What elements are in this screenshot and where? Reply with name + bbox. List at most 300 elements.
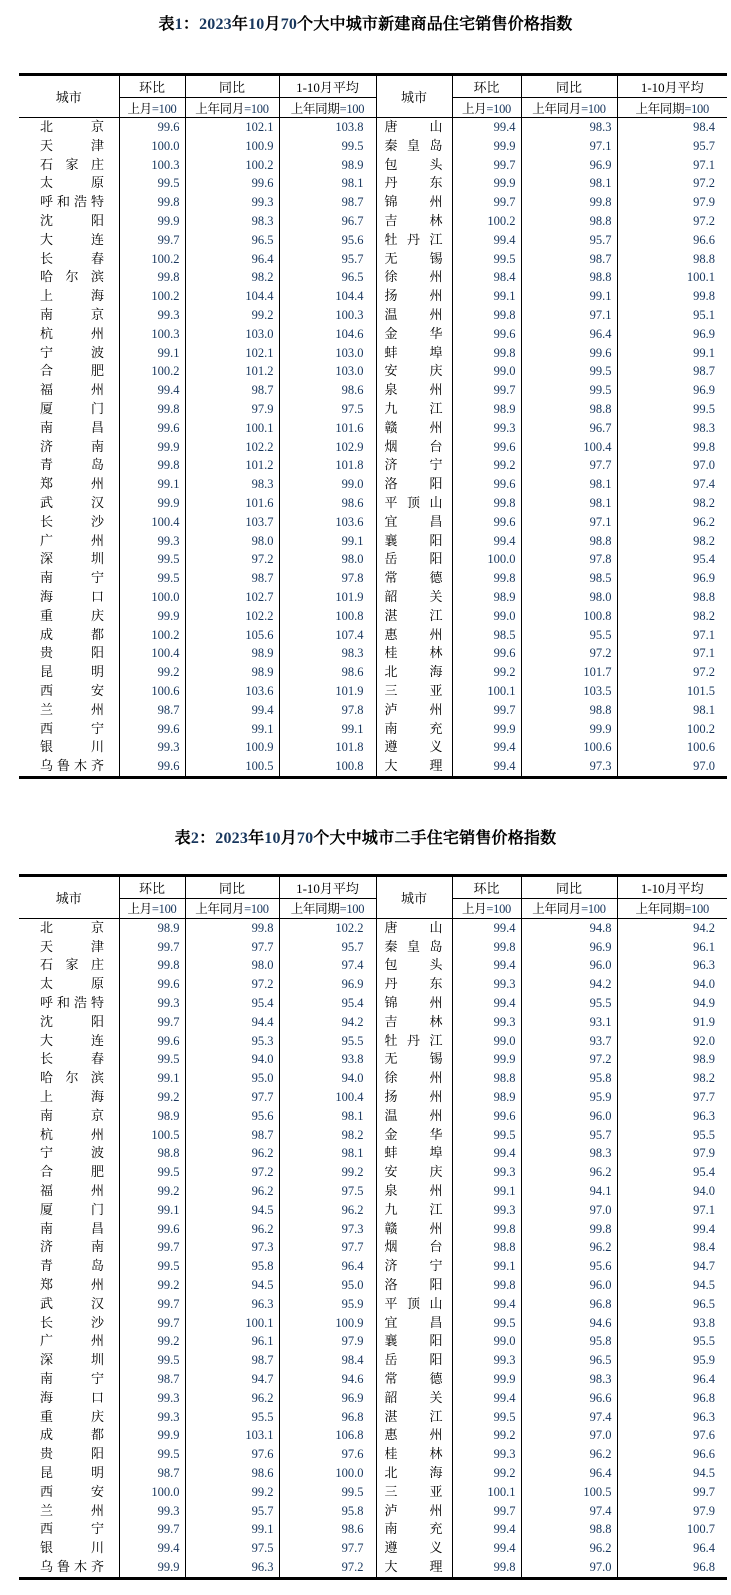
yoy-value: 96.2 <box>521 1445 617 1464</box>
table-row <box>19 1558 727 1578</box>
avg-value: 96.8 <box>617 1389 727 1408</box>
mom-value: 99.8 <box>452 569 521 588</box>
mom-value: 100.2 <box>119 287 185 306</box>
avg-value: 98.6 <box>279 494 376 513</box>
yoy-value: 94.8 <box>521 918 617 937</box>
city-name: 秦皇岛 <box>376 137 452 156</box>
yoy-value: 99.8 <box>185 918 279 937</box>
city-name: 徐州 <box>376 268 452 287</box>
city-name: 北海 <box>376 663 452 682</box>
mom-value: 99.6 <box>452 513 521 532</box>
city-name: 济南 <box>40 1239 104 1255</box>
yoy-value: 101.2 <box>185 456 279 475</box>
mom-value: 99.7 <box>119 1314 185 1333</box>
avg-value: 98.0 <box>279 550 376 569</box>
table1-header <box>19 75 727 118</box>
avg-value: 98.6 <box>279 1520 376 1539</box>
yoy-value: 101.6 <box>185 494 279 513</box>
mom-value: 99.6 <box>452 438 521 457</box>
yoy-value: 97.0 <box>521 1201 617 1220</box>
mom-value: 99.4 <box>452 956 521 975</box>
city-name: 宁波 <box>40 344 104 360</box>
yoy-value: 95.8 <box>185 1257 279 1276</box>
city-name: 武汉 <box>40 494 104 510</box>
avg-value: 95.1 <box>617 306 727 325</box>
mom-value: 100.4 <box>119 513 185 532</box>
yoy-value: 98.6 <box>185 1464 279 1483</box>
avg-value: 101.9 <box>279 682 376 701</box>
avg-value: 95.7 <box>617 137 727 156</box>
mom-value: 99.8 <box>452 938 521 957</box>
yoy-value: 96.5 <box>521 1351 617 1370</box>
avg-value: 96.9 <box>617 325 727 344</box>
mom-value: 100.2 <box>119 626 185 645</box>
table-row <box>19 1539 727 1558</box>
city-name: 石家庄 <box>40 957 104 973</box>
avg-value: 95.4 <box>617 1163 727 1182</box>
mom-value: 99.6 <box>452 644 521 663</box>
avg-value: 94.0 <box>617 975 727 994</box>
avg-value: 97.9 <box>617 193 727 212</box>
mom-value: 99.3 <box>452 975 521 994</box>
city-name: 北京 <box>40 919 104 935</box>
table-row <box>19 456 727 475</box>
mom-value: 99.9 <box>119 607 185 626</box>
city-name: 南宁 <box>40 1371 104 1387</box>
avg-value: 97.2 <box>279 1558 376 1578</box>
avg-value: 99.5 <box>617 400 727 419</box>
city-name: 北京 <box>40 119 104 134</box>
yoy-value: 95.5 <box>185 1408 279 1427</box>
mom-value: 100.2 <box>452 212 521 231</box>
mom-value: 99.7 <box>119 1238 185 1257</box>
avg-value: 96.2 <box>279 1201 376 1220</box>
yoy-value: 98.1 <box>521 174 617 193</box>
number-text: =100 <box>244 101 269 116</box>
mom-value: 99.6 <box>119 118 185 137</box>
table-row <box>19 550 727 569</box>
avg-value: 97.1 <box>617 156 727 175</box>
mom-value: 100.0 <box>119 588 185 607</box>
table-row <box>19 1182 727 1201</box>
yoy-value: 99.2 <box>185 306 279 325</box>
number-text: 1 <box>174 16 183 33</box>
mom-value: 100.1 <box>452 682 521 701</box>
table-row <box>19 720 727 739</box>
mom-value: 99.2 <box>452 663 521 682</box>
avg-value: 99.1 <box>617 344 727 363</box>
avg-value: 96.8 <box>279 1408 376 1427</box>
avg-base-subheader: 上年同期=100 <box>617 98 727 118</box>
city-name: 烟台 <box>376 438 452 457</box>
table1-title: 表1：2023年10月70个大中城市新建商品住宅销售价格指数 <box>158 16 573 33</box>
mom-value: 99.5 <box>119 550 185 569</box>
table-row <box>19 137 727 156</box>
table-row <box>19 975 727 994</box>
avg-value: 100.9 <box>279 1314 376 1333</box>
mom-value: 99.4 <box>452 231 521 250</box>
avg-base-subheader: 上年同期=100 <box>617 898 727 918</box>
number-text: =100 <box>486 101 511 116</box>
number-text: 2023 <box>199 16 232 33</box>
number-text: 10 <box>248 16 265 33</box>
yoy-value: 102.2 <box>185 607 279 626</box>
avg-value: 97.9 <box>279 1332 376 1351</box>
city-name: 西安 <box>40 682 104 698</box>
avg-value: 94.7 <box>617 1257 727 1276</box>
table-row <box>19 1220 727 1239</box>
city-name: 贵阳 <box>40 645 104 661</box>
avg-value: 101.9 <box>279 588 376 607</box>
table-row <box>19 1351 727 1370</box>
table-row <box>19 569 727 588</box>
mom-value: 99.3 <box>119 532 185 551</box>
yoy-value: 101.2 <box>185 362 279 381</box>
city-name: 南昌 <box>40 1220 104 1236</box>
avg-value: 94.9 <box>617 994 727 1013</box>
mom-value: 100.0 <box>119 1483 185 1502</box>
city-name: 昆明 <box>40 664 104 680</box>
yoy-value: 99.1 <box>521 287 617 306</box>
yoy-value: 94.2 <box>521 975 617 994</box>
yoy-value: 95.7 <box>521 1126 617 1145</box>
avg-value: 97.7 <box>279 1238 376 1257</box>
yoy-value: 98.7 <box>185 569 279 588</box>
mom-value: 99.4 <box>452 1295 521 1314</box>
city-name: 杭州 <box>40 1126 104 1142</box>
avg-value: 98.2 <box>279 1126 376 1145</box>
yoy-value: 100.5 <box>521 1483 617 1502</box>
yoy-value: 96.2 <box>185 1144 279 1163</box>
yoy-value: 102.1 <box>185 344 279 363</box>
table-row <box>19 1520 727 1539</box>
city-name: 大连 <box>40 231 104 247</box>
city-name: 成都 <box>40 1427 104 1443</box>
city-name: 宜昌 <box>376 513 452 532</box>
avg-value: 97.2 <box>617 174 727 193</box>
city-name: 南京 <box>40 306 104 322</box>
yoy-value: 98.8 <box>521 400 617 419</box>
city-name: 合肥 <box>40 1164 104 1180</box>
yoy-value: 97.2 <box>521 644 617 663</box>
city-name: 岳阳 <box>376 550 452 569</box>
table2-header <box>19 875 727 918</box>
yoy-value: 95.8 <box>521 1332 617 1351</box>
yoy-value: 97.5 <box>185 1539 279 1558</box>
avg-value: 97.1 <box>617 1201 727 1220</box>
mom-value: 98.8 <box>452 1238 521 1257</box>
yoy-column-header: 同比 <box>521 875 617 898</box>
avg-value: 97.6 <box>617 1426 727 1445</box>
mom-value: 99.7 <box>452 193 521 212</box>
yoy-value: 98.2 <box>185 268 279 287</box>
city-name: 平顶山 <box>376 494 452 513</box>
avg-value: 95.4 <box>279 994 376 1013</box>
avg-value: 103.0 <box>279 344 376 363</box>
table-row <box>19 956 727 975</box>
yoy-value: 96.9 <box>521 156 617 175</box>
mom-value: 100.0 <box>119 137 185 156</box>
avg-value: 99.2 <box>279 1163 376 1182</box>
city-name: 泉州 <box>376 1182 452 1201</box>
avg-value: 98.1 <box>617 701 727 720</box>
mom-value: 99.4 <box>452 1144 521 1163</box>
number-text: =100 <box>684 902 709 917</box>
table-row <box>19 362 727 381</box>
city-name: 唐山 <box>376 918 452 937</box>
table-row <box>19 494 727 513</box>
mom-value: 100.2 <box>119 250 185 269</box>
city-name: 赣州 <box>376 1220 452 1239</box>
avg-column-header: 1-10月平均 <box>617 875 727 898</box>
yoy-value: 98.0 <box>185 956 279 975</box>
city-name: 郑州 <box>40 476 104 492</box>
city-name: 锦州 <box>376 994 452 1013</box>
yoy-value: 98.3 <box>521 1144 617 1163</box>
city-name: 秦皇岛 <box>376 938 452 957</box>
avg-value: 98.3 <box>617 419 727 438</box>
city-name: 大连 <box>40 1032 104 1048</box>
mom-value: 99.2 <box>452 1464 521 1483</box>
city-name: 郑州 <box>40 1277 104 1293</box>
avg-value: 97.0 <box>617 456 727 475</box>
avg-value: 98.2 <box>617 532 727 551</box>
yoy-value: 95.0 <box>185 1069 279 1088</box>
table-row <box>19 344 727 363</box>
yoy-value: 98.9 <box>185 644 279 663</box>
city-name: 海口 <box>40 588 104 604</box>
number-text: 2 <box>190 829 200 847</box>
yoy-value: 97.7 <box>185 1088 279 1107</box>
table-row <box>19 1032 727 1051</box>
yoy-value: 102.7 <box>185 588 279 607</box>
mom-value: 99.8 <box>119 193 185 212</box>
city-name: 包头 <box>376 156 452 175</box>
yoy-value: 96.7 <box>521 419 617 438</box>
mom-value: 99.7 <box>452 381 521 400</box>
mom-value: 99.0 <box>452 1032 521 1051</box>
avg-value: 96.9 <box>617 569 727 588</box>
avg-value: 97.6 <box>279 1445 376 1464</box>
city-name: 兰州 <box>40 1502 104 1518</box>
number-text: =100 <box>151 101 177 116</box>
mom-value: 99.7 <box>452 701 521 720</box>
yoy-value: 100.2 <box>185 156 279 175</box>
yoy-value: 96.2 <box>185 1220 279 1239</box>
avg-value: 97.0 <box>617 757 727 777</box>
avg-value: 93.8 <box>617 1314 727 1333</box>
yoy-value: 102.1 <box>185 118 279 137</box>
table-row <box>19 918 727 937</box>
table2-second-hand-price-index <box>19 874 727 1580</box>
table-row <box>19 588 727 607</box>
mom-column-header: 环比 <box>119 75 185 98</box>
avg-value: 96.4 <box>617 1370 727 1389</box>
avg-value: 96.9 <box>279 1389 376 1408</box>
city-name: 洛阳 <box>376 1276 452 1295</box>
city-name: 武汉 <box>40 1295 104 1311</box>
number-text: =100 <box>151 902 177 917</box>
avg-value: 97.8 <box>279 569 376 588</box>
city-name: 烟台 <box>376 1238 452 1257</box>
avg-value: 96.1 <box>617 938 727 957</box>
city-name: 成都 <box>40 626 104 642</box>
number-text: =100 <box>684 101 709 116</box>
mom-value: 100.6 <box>119 682 185 701</box>
avg-value: 98.9 <box>617 1050 727 1069</box>
mom-value: 98.8 <box>119 1144 185 1163</box>
yoy-value: 98.0 <box>185 532 279 551</box>
avg-value: 100.8 <box>279 757 376 777</box>
avg-value: 97.9 <box>617 1502 727 1521</box>
yoy-value: 99.6 <box>521 344 617 363</box>
avg-value: 101.6 <box>279 419 376 438</box>
city-name: 长春 <box>40 1051 104 1067</box>
avg-value: 95.6 <box>279 231 376 250</box>
avg-value: 98.7 <box>279 193 376 212</box>
city-name: 上海 <box>40 288 104 304</box>
city-column-header: 城市 <box>19 75 119 118</box>
table-row <box>19 738 727 757</box>
mom-base-subheader: 上月=100 <box>119 898 185 918</box>
avg-value: 100.4 <box>279 1088 376 1107</box>
city-name: 九江 <box>376 1201 452 1220</box>
number-text: =100 <box>581 101 606 116</box>
avg-value: 94.6 <box>279 1370 376 1389</box>
mom-value: 99.3 <box>452 1351 521 1370</box>
city-name: 扬州 <box>376 1088 452 1107</box>
city-name: 南充 <box>376 1520 452 1539</box>
city-name: 湛江 <box>376 607 452 626</box>
avg-value: 96.4 <box>279 1257 376 1276</box>
yoy-value: 96.9 <box>521 938 617 957</box>
yoy-value: 98.7 <box>185 1126 279 1145</box>
mom-value: 99.9 <box>452 1050 521 1069</box>
mom-value: 99.6 <box>452 325 521 344</box>
avg-value: 98.6 <box>279 381 376 400</box>
table-row <box>19 231 727 250</box>
yoy-value: 100.1 <box>185 1314 279 1333</box>
city-name: 青岛 <box>40 457 104 473</box>
yoy-value: 99.1 <box>185 720 279 739</box>
city-name: 银川 <box>40 739 104 755</box>
avg-value: 97.3 <box>279 1220 376 1239</box>
city-name: 宜昌 <box>376 1314 452 1333</box>
table-row <box>19 1295 727 1314</box>
yoy-base-subheader: 上年同月=100 <box>521 98 617 118</box>
table-row <box>19 1257 727 1276</box>
city-name: 三亚 <box>376 682 452 701</box>
yoy-value: 98.7 <box>521 250 617 269</box>
avg-value: 96.6 <box>617 1445 727 1464</box>
city-name: 泸州 <box>376 701 452 720</box>
avg-value: 104.4 <box>279 287 376 306</box>
avg-value: 103.6 <box>279 513 376 532</box>
table-row <box>19 400 727 419</box>
table-row <box>19 701 727 720</box>
avg-value: 99.1 <box>279 720 376 739</box>
mom-value: 98.7 <box>119 701 185 720</box>
city-name: 南昌 <box>40 419 104 435</box>
avg-value: 99.4 <box>617 1220 727 1239</box>
yoy-value: 97.3 <box>521 757 617 777</box>
city-name: 银川 <box>40 1540 104 1556</box>
mom-value: 98.9 <box>119 918 185 937</box>
mom-value: 99.4 <box>452 1389 521 1408</box>
avg-value: 94.2 <box>279 1013 376 1032</box>
table-row <box>19 1389 727 1408</box>
mom-value: 99.0 <box>452 607 521 626</box>
avg-value: 98.9 <box>279 156 376 175</box>
city-name: 天津 <box>40 137 104 153</box>
mom-value: 99.5 <box>119 1050 185 1069</box>
yoy-value: 98.3 <box>521 1370 617 1389</box>
avg-value: 93.8 <box>279 1050 376 1069</box>
city-name: 哈尔滨 <box>40 1070 104 1086</box>
city-name: 长沙 <box>40 513 104 529</box>
mom-value: 99.3 <box>119 994 185 1013</box>
mom-value: 99.5 <box>452 1408 521 1427</box>
mom-value: 99.6 <box>119 1220 185 1239</box>
yoy-value: 103.0 <box>185 325 279 344</box>
mom-value: 99.0 <box>452 1332 521 1351</box>
yoy-value: 102.2 <box>185 438 279 457</box>
avg-value: 100.8 <box>279 607 376 626</box>
table-row <box>19 1201 727 1220</box>
avg-value: 96.4 <box>617 1539 727 1558</box>
number-text: =100 <box>244 902 269 917</box>
yoy-value: 97.1 <box>521 513 617 532</box>
table-row <box>19 607 727 626</box>
avg-value: 98.1 <box>279 1107 376 1126</box>
city-name: 厦门 <box>40 1201 104 1217</box>
mom-value: 99.4 <box>119 1539 185 1558</box>
mom-column-header: 环比 <box>119 875 185 898</box>
avg-value: 97.9 <box>617 1144 727 1163</box>
city-name: 蚌埠 <box>376 1144 452 1163</box>
avg-value: 100.1 <box>617 268 727 287</box>
mom-value: 99.6 <box>119 757 185 777</box>
city-name: 重庆 <box>40 1408 104 1424</box>
avg-value: 95.5 <box>617 1332 727 1351</box>
avg-value: 95.7 <box>279 250 376 269</box>
mom-value: 99.7 <box>119 1295 185 1314</box>
avg-value: 96.2 <box>617 513 727 532</box>
city-column-header: 城市 <box>376 875 452 918</box>
yoy-value: 95.6 <box>185 1107 279 1126</box>
table-row <box>19 1069 727 1088</box>
avg-value: 98.8 <box>617 250 727 269</box>
city-name: 惠州 <box>376 626 452 645</box>
avg-value: 98.7 <box>617 362 727 381</box>
mom-value: 99.4 <box>452 1520 521 1539</box>
avg-value: 100.7 <box>617 1520 727 1539</box>
yoy-value: 98.0 <box>521 588 617 607</box>
yoy-value: 97.9 <box>185 400 279 419</box>
mom-value: 99.3 <box>119 738 185 757</box>
mom-value: 99.1 <box>119 1069 185 1088</box>
yoy-value: 97.0 <box>521 1426 617 1445</box>
table1-new-home-price-index <box>19 73 727 779</box>
yoy-value: 98.1 <box>521 494 617 513</box>
avg-value: 100.3 <box>279 306 376 325</box>
avg-value: 101.8 <box>279 456 376 475</box>
mom-value: 98.9 <box>452 588 521 607</box>
avg-value: 106.8 <box>279 1426 376 1445</box>
mom-value: 99.9 <box>119 494 185 513</box>
city-name: 温州 <box>376 1107 452 1126</box>
city-name: 沈阳 <box>40 212 104 228</box>
